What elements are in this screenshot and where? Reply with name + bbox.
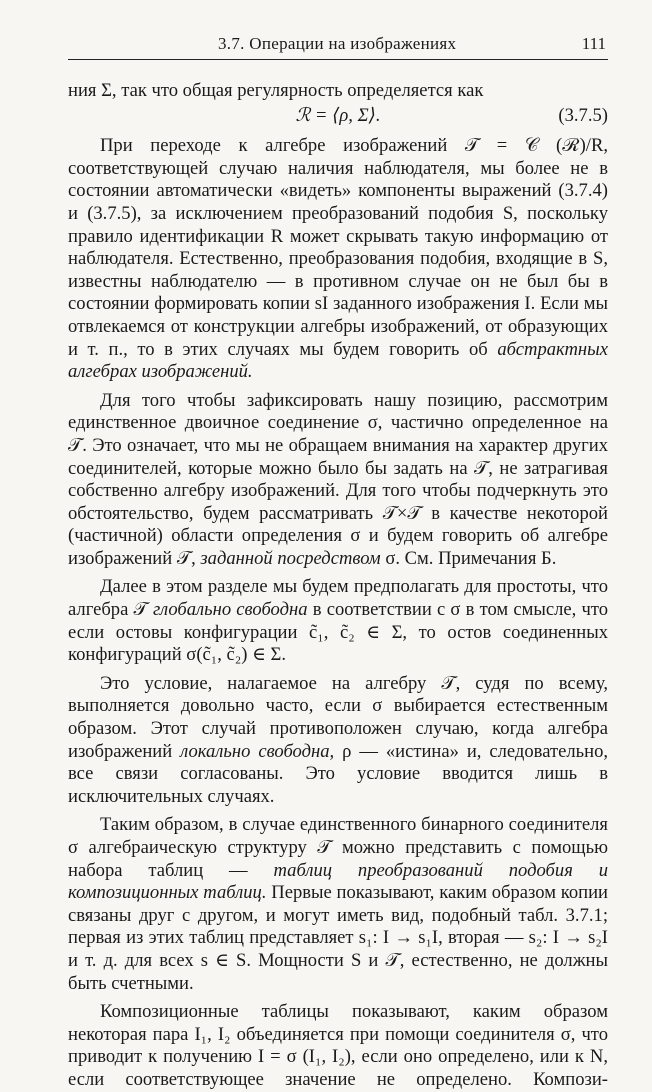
paragraph-text: Для того чтобы зафиксировать нашу позицию, рассмотрим единственное двоичное соединение σ, частично определенное на 𝒯. Это означает, что мы не обращаем внимания на характер других соединителей, которые можно было бы задать на 𝒯, не затрагивая собственно алгебру изображений. Для того чтобы подчеркнуть это обстоятельство, будем рассматривать 𝒯×𝒯 в качестве некоторой (частичной) области определения σ и будем говорить об алгебре изображений 𝒯,	[68, 389, 608, 569]
page-number: 111	[581, 34, 606, 53]
italic-term: локально свободна,	[180, 740, 335, 762]
paragraph-continuation	[68, 80, 608, 103]
paragraph-text: Таким образом, в случае единственного бинарного соединителя σ алгебраическую структуру 𝒯 можно представить с помощью набора таблиц —	[68, 814, 608, 881]
paragraph-5	[68, 814, 608, 995]
paragraph-3	[68, 576, 608, 666]
paragraph-1	[68, 135, 608, 384]
italic-term: абстрактных алгебрах изображений.	[68, 338, 608, 383]
equation-3-7-5	[68, 105, 608, 128]
paragraph-6	[68, 1001, 608, 1091]
running-header	[68, 34, 608, 60]
page-body	[68, 80, 608, 1092]
section-title: 3.7. Операции на изображениях	[218, 34, 457, 53]
equation-formula: ℛ = ⟨ρ, Σ⟩.	[295, 104, 381, 126]
italic-term: таблиц преобразований подобия и композиционных таблиц.	[68, 859, 608, 904]
italic-term: заданной посредством	[200, 547, 381, 569]
paragraph-text: ния Σ, так что общая регулярность определяется как	[68, 80, 484, 101]
paragraph-text: ρ — «истина» и, следовательно, все связи согласованы. Это условие вводится лишь в исключительных случаях.	[68, 740, 609, 807]
paragraph-2	[68, 390, 608, 571]
paragraph-text: Далее в этом разделе мы будем предполагать для простоты, что алгебра 𝒯	[68, 576, 608, 621]
equation-number: (3.7.5)	[558, 104, 608, 126]
paragraph-text: Первые показывают, каким образом копии связаны друг с другом, и могут иметь вид, подобный табл. 3.7.1; первая из этих таблиц представляет s₁: I → s₁I, вторая — s₂: I → s₂I и т. д. для всех s ∈ S. Мощности S и 𝒯, естественно, не должны быть счетными.	[68, 882, 608, 994]
paragraph-text: Это условие, налагаемое на алгебру 𝒯, судя по всему, выполняется довольно часто, если σ выбирается естественным образом. Этот случай противоположен случаю, когда алгебра изображений	[68, 672, 608, 762]
paragraph-text: При переходе к алгебре изображений 𝒯 = 𝒞 (ℛ)/R, соответствующей случаю наличия наблюдателя, мы более не в состоянии автоматически «видеть» компоненты выражений (3.7.4) и (3.7.5), за исключением преобразований подобия S, поскольку правило идентификации R может скрывать такую информацию от наблюдателя. Естественно, преобразования подобия, входящие в S, известны наблюдателю — в противном случае он не был бы в состоянии формировать копии sI заданного изображения I. Если мы отвлекаемся от конструкции алгебры изображений, от образующих и т. п., то в этих случаях мы будем говорить об	[68, 135, 608, 360]
italic-term: глобально свободна	[152, 599, 308, 621]
paragraph-text: в соответствии с σ в том смысле, что если остовы конфигурации c̃₁, c̃₂ ∈ Σ, то остов соединенных конфигураций σ(c̃₁, c̃₂) ∈ Σ.	[68, 599, 609, 666]
paragraph-4	[68, 673, 608, 809]
paragraph-text: σ. См. Примечания Б.	[385, 547, 557, 569]
paragraph-text: Композиционные таблицы показывают, каким образом некоторая пара I₁, I₂ объединяется при помощи соединителя σ, что приводит к получению I = σ (I₁, I₂), если оно определено, или к N, если соответствующее значение не определено. Компози-	[68, 1001, 608, 1090]
